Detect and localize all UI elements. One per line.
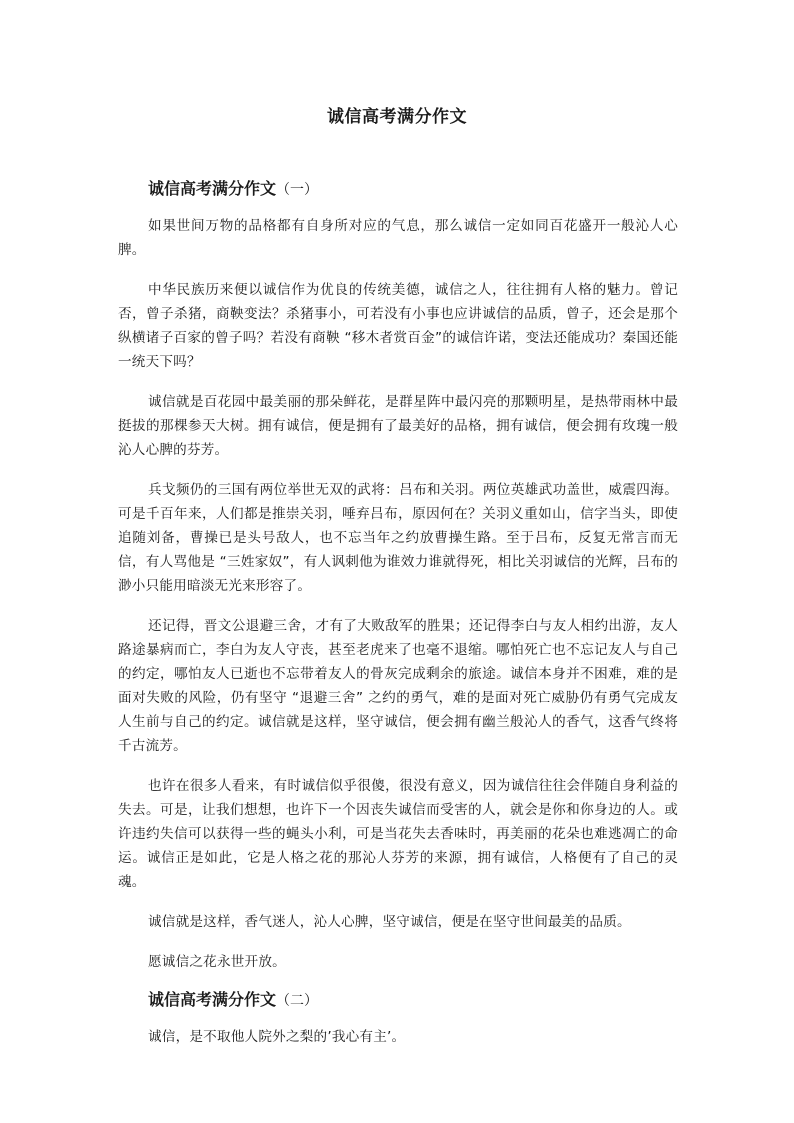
section-1 [118,178,678,974]
paragraph: 还记得，晋文公退避三舍，才有了大败敌军的胜果；还记得李白与友人相约出游，友人路途暴病而亡，李白为友人守丧，甚至老虎来了也毫不退缩。哪怕死亡也不忘记友人与自己的约定，哪怕友人已逝也不忘带着友人的骨灰完成剩余的旅途。诚信本身并不困难，难的是面对失败的风险，仍有坚守 “退避三舍” 之约的勇气，难的是面对死亡威胁仍有勇气完成友人生前与自己的约定。诚信就是这样，坚守诚信，便会拥有幽兰般沁人的香气，这香气终将千古流芳。 [118,618,678,754]
paragraph: 诚信，是不取他人院外之梨的’我心有主’。 [148,1029,406,1045]
section-heading-number: （二） [276,993,319,1009]
paragraph: 兵戈频仍的三国有两位举世无双的武将：吕布和关羽。两位英雄武功盖世，威震四海。可是千百年来，人们都是推崇关羽，唾弃吕布，原因何在？关羽义重如山，信字当头，即使追随刘备，曹操已是头号敌人，也不忘当年之约放曹操生路。至于吕布，反复无常言而无信，有人骂他是 “三姓家奴”，有人讽刺他为谁效力谁就得死，相比关羽诚信的光辉，吕布的渺小只能用暗淡无光来形容了。 [118,482,678,594]
section-heading [118,178,678,201]
paragraph: 如果世间万物的品格都有自身所对应的气息，那么诚信一定如同百花盛开一般沁人心脾。 [118,218,678,258]
section-heading-text: 诚信高考满分作文 [148,990,277,1009]
paragraph: 愿诚信之花永世开放。 [148,954,286,970]
section-2 [118,989,678,1049]
document-title: 诚信高考满分作文 [327,107,467,127]
paragraph: 诚信就是百花园中最美丽的那朵鲜花，是群星阵中最闪亮的那颗明星，是热带雨林中最挺拔的那棵参天大树。拥有诚信，便是拥有了最美好的品格，拥有诚信，便会拥有玫瑰一般沁人心脾的芬芳。 [118,394,678,458]
document-body [118,178,678,1049]
paragraph: 诚信就是这样，香气迷人，沁人心脾，坚守诚信，便是在坚守世间最美的品质。 [148,914,631,930]
paragraph: 中华民族历来便以诚信作为优良的传统美德，诚信之人，往往拥有人格的魅力。曾记否，曾子杀猪，商鞅变法？杀猪事小，可若没有小事也应讲诚信的品质，曾子，还会是那个纵横诸子百家的曾子吗？若没有商鞅 “移木者赏百金”的诚信许诺，变法还能成功？秦国还能一统天下吗？ [118,282,678,370]
section-heading-number: （一） [276,182,319,198]
paragraph: 也许在很多人看来，有时诚信似乎很傻，很没有意义，因为诚信往往会伴随自身利益的失去。可是，让我们想想，也许下一个因丧失诚信而受害的人，就会是你和你身边的人。或许违约失信可以获得一些的蝇头小利，可是当花失去香味时，再美丽的花朵也难逃凋亡的命运。诚信正是如此，它是人格之花的那沁人芬芳的来源，拥有诚信，人格便有了自己的灵魂。 [118,778,678,890]
section-heading [118,989,678,1012]
section-heading-text: 诚信高考满分作文 [148,179,277,198]
